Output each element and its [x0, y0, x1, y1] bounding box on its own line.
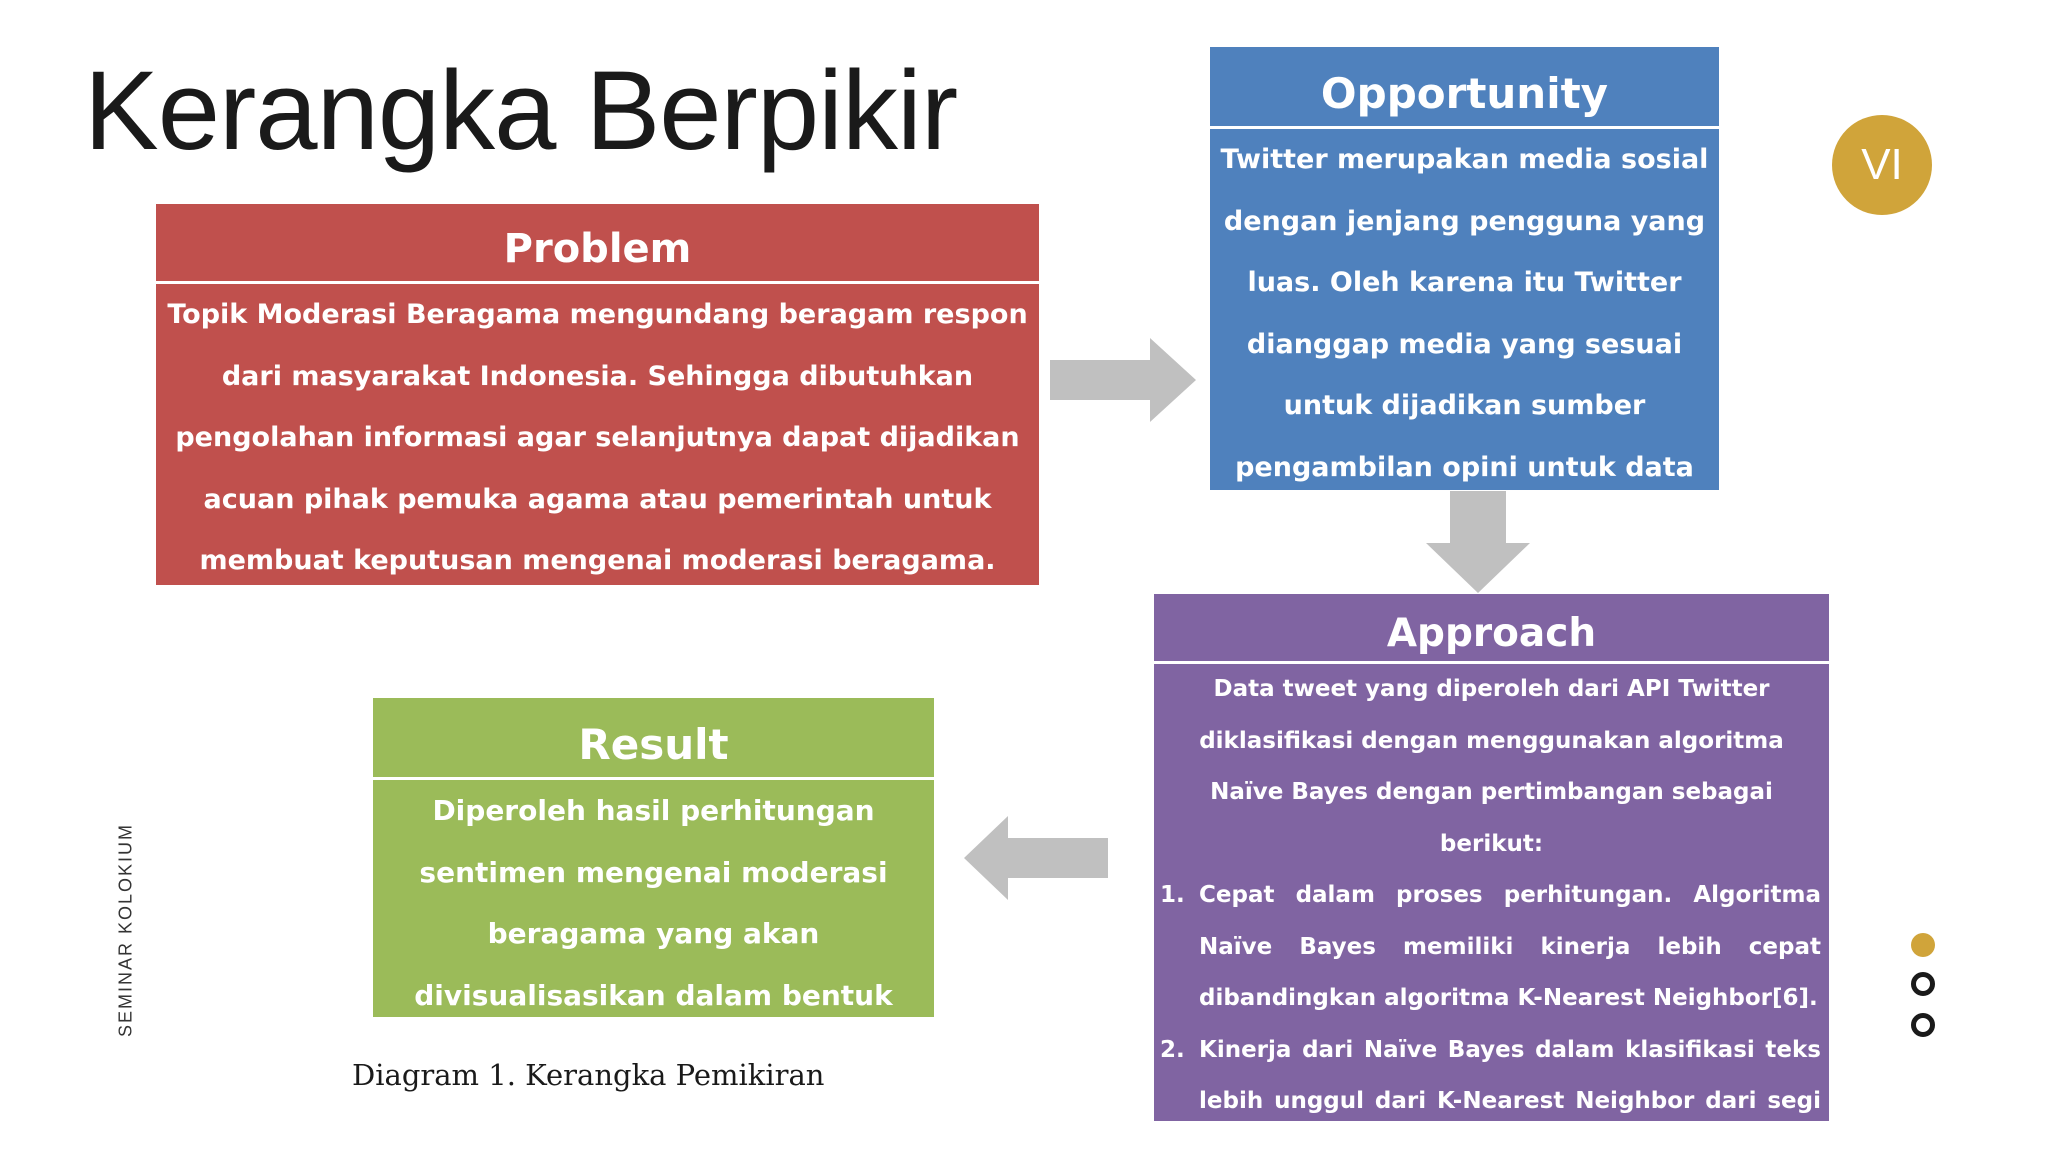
- result-box: [373, 698, 934, 1017]
- result-body: Diperoleh hasil perhitungan sentimen mengenai moderasi beragama yang akan divisualisasikan dalam bentuk: [414, 794, 893, 1012]
- slide-title: Kerangka Berpikir: [84, 48, 958, 173]
- arrow-right-icon: [1050, 338, 1198, 422]
- opportunity-heading: Opportunity: [1210, 47, 1719, 129]
- list-item-number: 2.: [1160, 1036, 1185, 1063]
- opportunity-body: Twitter merupakan media sosial dengan jenjang pengguna yang luas. Oleh karena itu Twitter dianggap media yang sesuai untuk dijadikan sumber pengambilan opini untuk data: [1220, 144, 1709, 483]
- approach-list: [1154, 870, 1829, 1121]
- page-number-badge: VI: [1832, 115, 1932, 215]
- approach-intro: Data tweet yang diperoleh dari API Twitter diklasifikasi dengan menggunakan algoritma Naïve Bayes dengan pertimbangan sebagai berikut:: [1199, 676, 1784, 857]
- problem-heading: Problem: [156, 204, 1039, 284]
- problem-body: Topik Moderasi Beragama mengundang beragam respon dari masyarakat Indonesia. Sehingga dibutuhkan pengolahan informasi agar selanjutnya dapat dijadikan acuan pihak pemuka agama atau pemerintah untuk membuat keputusan mengenai moderasi beragama.: [167, 299, 1028, 576]
- approach-box: [1154, 594, 1829, 1121]
- approach-heading: Approach: [1154, 594, 1829, 664]
- list-item-number: 1.: [1160, 882, 1185, 908]
- arrow-down-icon: [1426, 491, 1530, 593]
- opportunity-box: [1210, 47, 1719, 490]
- nav-dot[interactable]: [1911, 972, 1935, 996]
- nav-dot-active[interactable]: [1911, 933, 1935, 957]
- diagram-caption: Diagram 1. Kerangka Pemikiran: [352, 1058, 825, 1092]
- nav-dot[interactable]: [1911, 1013, 1935, 1037]
- list-item-text: Kinerja dari Naïve Bayes dalam klasifikasi teks lebih unggul dari K-Nearest Neighbor dari segi: [1199, 1036, 1821, 1114]
- list-item-text: Cepat dalam proses perhitungan. Algoritma Naïve Bayes memiliki kinerja lebih cepat dibandingkan algoritma K-Nearest Neighbor[6].: [1199, 882, 1821, 1011]
- list-item: [1154, 870, 1821, 1025]
- arrow-left-icon: [964, 816, 1108, 900]
- result-heading: Result: [373, 698, 934, 780]
- problem-box: [156, 204, 1039, 585]
- side-label: SEMINAR KOLOKIUM: [115, 822, 136, 1038]
- list-item: [1154, 1025, 1821, 1122]
